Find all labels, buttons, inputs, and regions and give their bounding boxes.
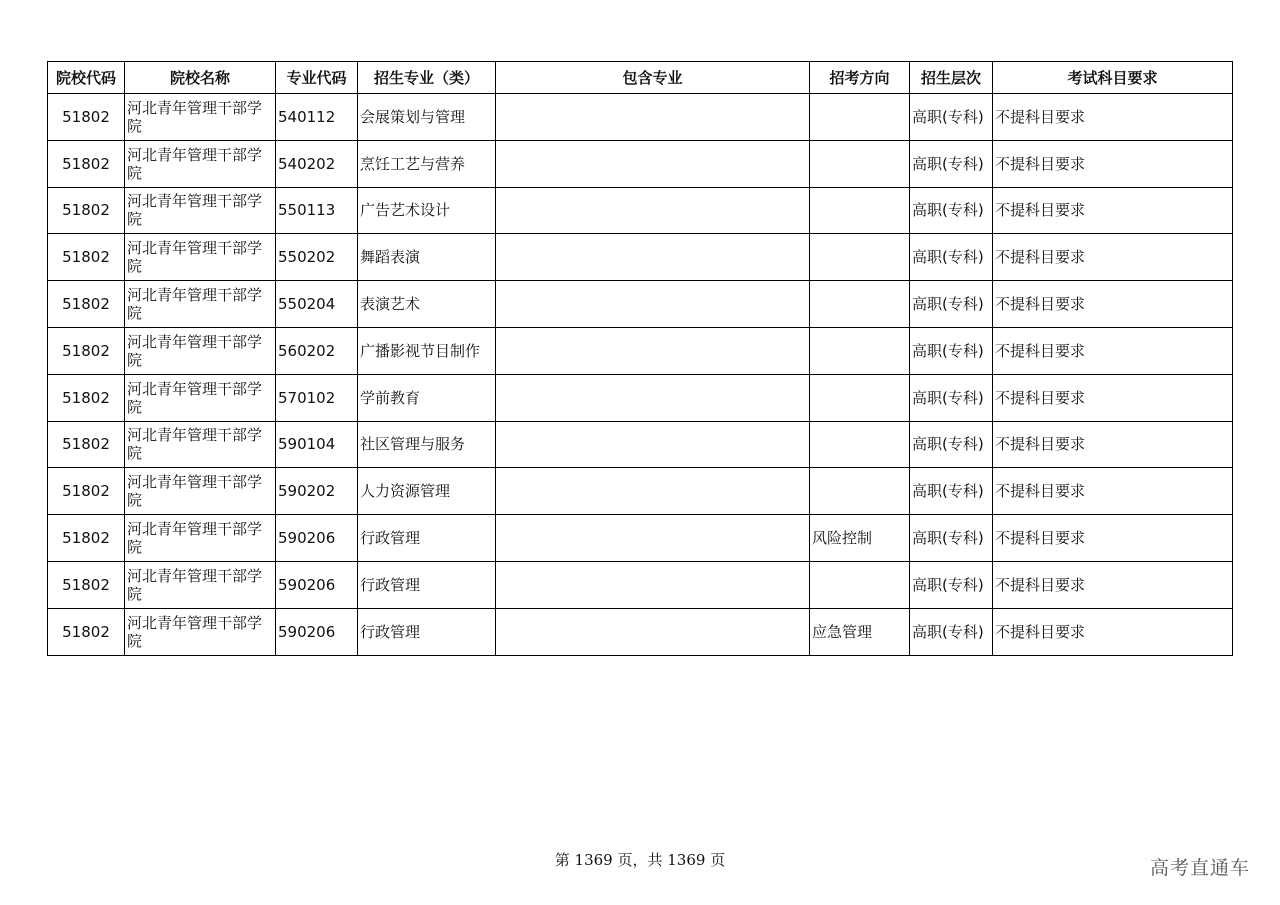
cell-major: 行政管理 <box>358 515 496 562</box>
cell-major-code: 550202 <box>276 234 358 281</box>
cell-direction: 风险控制 <box>810 515 910 562</box>
table-row <box>48 234 1233 281</box>
cell-school-code: 51802 <box>48 327 125 374</box>
cell-school-name: 河北青年管理干部学院 <box>125 515 276 562</box>
cell-direction <box>810 561 910 608</box>
cell-major: 表演艺术 <box>358 281 496 328</box>
cell-requirement: 不提科目要求 <box>993 374 1233 421</box>
cell-requirement: 不提科目要求 <box>993 515 1233 562</box>
cell-major-code: 590206 <box>276 561 358 608</box>
header-major: 招生专业（类） <box>358 62 496 94</box>
watermark-text: 高考直通车 <box>1149 857 1250 879</box>
cell-major-code: 590206 <box>276 515 358 562</box>
header-school-name: 院校名称 <box>125 62 276 94</box>
cell-major: 舞蹈表演 <box>358 234 496 281</box>
header-direction: 招考方向 <box>810 62 910 94</box>
cell-school-name: 河北青年管理干部学院 <box>125 561 276 608</box>
cell-included-majors <box>496 608 810 655</box>
cell-major: 会展策划与管理 <box>358 94 496 141</box>
table-row <box>48 327 1233 374</box>
header-school-code: 院校代码 <box>48 62 125 94</box>
cell-major-code: 590202 <box>276 468 358 515</box>
cell-school-name: 河北青年管理干部学院 <box>125 94 276 141</box>
cell-major-code: 590104 <box>276 421 358 468</box>
cell-level: 高职(专科) <box>910 421 993 468</box>
cell-included-majors <box>496 234 810 281</box>
page-number: 第 1369 页，共 1369 页 <box>554 851 726 869</box>
cell-major-code: 570102 <box>276 374 358 421</box>
cell-level: 高职(专科) <box>910 608 993 655</box>
cell-requirement: 不提科目要求 <box>993 468 1233 515</box>
cell-major-code: 560202 <box>276 327 358 374</box>
cell-included-majors <box>496 421 810 468</box>
cell-major: 行政管理 <box>358 561 496 608</box>
table-row <box>48 561 1233 608</box>
cell-direction <box>810 421 910 468</box>
cell-level: 高职(专科) <box>910 187 993 234</box>
cell-included-majors <box>496 468 810 515</box>
cell-included-majors <box>496 327 810 374</box>
cell-direction <box>810 94 910 141</box>
cell-included-majors <box>496 281 810 328</box>
cell-major-code: 550113 <box>276 187 358 234</box>
header-row <box>48 62 1233 94</box>
cell-direction <box>810 234 910 281</box>
cell-included-majors <box>496 187 810 234</box>
cell-school-code: 51802 <box>48 421 125 468</box>
cell-school-code: 51802 <box>48 515 125 562</box>
cell-included-majors <box>496 94 810 141</box>
cell-major: 行政管理 <box>358 608 496 655</box>
cell-level: 高职(专科) <box>910 94 993 141</box>
table-row <box>48 140 1233 187</box>
table-row <box>48 468 1233 515</box>
cell-major: 广告艺术设计 <box>358 187 496 234</box>
cell-school-code: 51802 <box>48 374 125 421</box>
table-row <box>48 94 1233 141</box>
table-row <box>48 421 1233 468</box>
cell-major: 人力资源管理 <box>358 468 496 515</box>
cell-school-code: 51802 <box>48 281 125 328</box>
header-level: 招生层次 <box>910 62 993 94</box>
cell-level: 高职(专科) <box>910 515 993 562</box>
cell-major-code: 590206 <box>276 608 358 655</box>
cell-major-code: 550204 <box>276 281 358 328</box>
cell-level: 高职(专科) <box>910 561 993 608</box>
cell-school-name: 河北青年管理干部学院 <box>125 234 276 281</box>
table-row <box>48 608 1233 655</box>
table-row <box>48 281 1233 328</box>
cell-direction: 应急管理 <box>810 608 910 655</box>
cell-school-code: 51802 <box>48 561 125 608</box>
header-major-code: 专业代码 <box>276 62 358 94</box>
header-requirement: 考试科目要求 <box>993 62 1233 94</box>
cell-school-code: 51802 <box>48 234 125 281</box>
cell-school-name: 河北青年管理干部学院 <box>125 187 276 234</box>
cell-school-name: 河北青年管理干部学院 <box>125 374 276 421</box>
cell-level: 高职(专科) <box>910 281 993 328</box>
cell-requirement: 不提科目要求 <box>993 608 1233 655</box>
cell-school-name: 河北青年管理干部学院 <box>125 421 276 468</box>
cell-school-code: 51802 <box>48 140 125 187</box>
table-header <box>48 62 1233 94</box>
cell-direction <box>810 187 910 234</box>
cell-requirement: 不提科目要求 <box>993 234 1233 281</box>
cell-level: 高职(专科) <box>910 374 993 421</box>
cell-level: 高职(专科) <box>910 327 993 374</box>
cell-requirement: 不提科目要求 <box>993 561 1233 608</box>
table-row <box>48 515 1233 562</box>
cell-major-code: 540112 <box>276 94 358 141</box>
header-included-majors: 包含专业 <box>496 62 810 94</box>
cell-included-majors <box>496 515 810 562</box>
cell-requirement: 不提科目要求 <box>993 187 1233 234</box>
cell-level: 高职(专科) <box>910 468 993 515</box>
cell-level: 高职(专科) <box>910 234 993 281</box>
cell-direction <box>810 327 910 374</box>
cell-major-code: 540202 <box>276 140 358 187</box>
cell-major: 社区管理与服务 <box>358 421 496 468</box>
cell-direction <box>810 374 910 421</box>
cell-requirement: 不提科目要求 <box>993 94 1233 141</box>
cell-school-code: 51802 <box>48 187 125 234</box>
cell-school-code: 51802 <box>48 94 125 141</box>
cell-direction <box>810 140 910 187</box>
cell-school-name: 河北青年管理干部学院 <box>125 468 276 515</box>
cell-level: 高职(专科) <box>910 140 993 187</box>
cell-major: 广播影视节目制作 <box>358 327 496 374</box>
cell-school-name: 河北青年管理干部学院 <box>125 281 276 328</box>
cell-direction <box>810 468 910 515</box>
cell-school-name: 河北青年管理干部学院 <box>125 327 276 374</box>
cell-school-name: 河北青年管理干部学院 <box>125 608 276 655</box>
cell-school-code: 51802 <box>48 468 125 515</box>
cell-included-majors <box>496 374 810 421</box>
table-row <box>48 187 1233 234</box>
cell-requirement: 不提科目要求 <box>993 327 1233 374</box>
cell-direction <box>810 281 910 328</box>
cell-requirement: 不提科目要求 <box>993 140 1233 187</box>
cell-school-code: 51802 <box>48 608 125 655</box>
cell-included-majors <box>496 561 810 608</box>
admissions-table <box>47 61 1233 656</box>
cell-requirement: 不提科目要求 <box>993 421 1233 468</box>
cell-requirement: 不提科目要求 <box>993 281 1233 328</box>
cell-school-name: 河北青年管理干部学院 <box>125 140 276 187</box>
cell-major: 学前教育 <box>358 374 496 421</box>
table-body <box>48 94 1233 656</box>
cell-included-majors <box>496 140 810 187</box>
cell-major: 烹饪工艺与营养 <box>358 140 496 187</box>
table-row <box>48 374 1233 421</box>
